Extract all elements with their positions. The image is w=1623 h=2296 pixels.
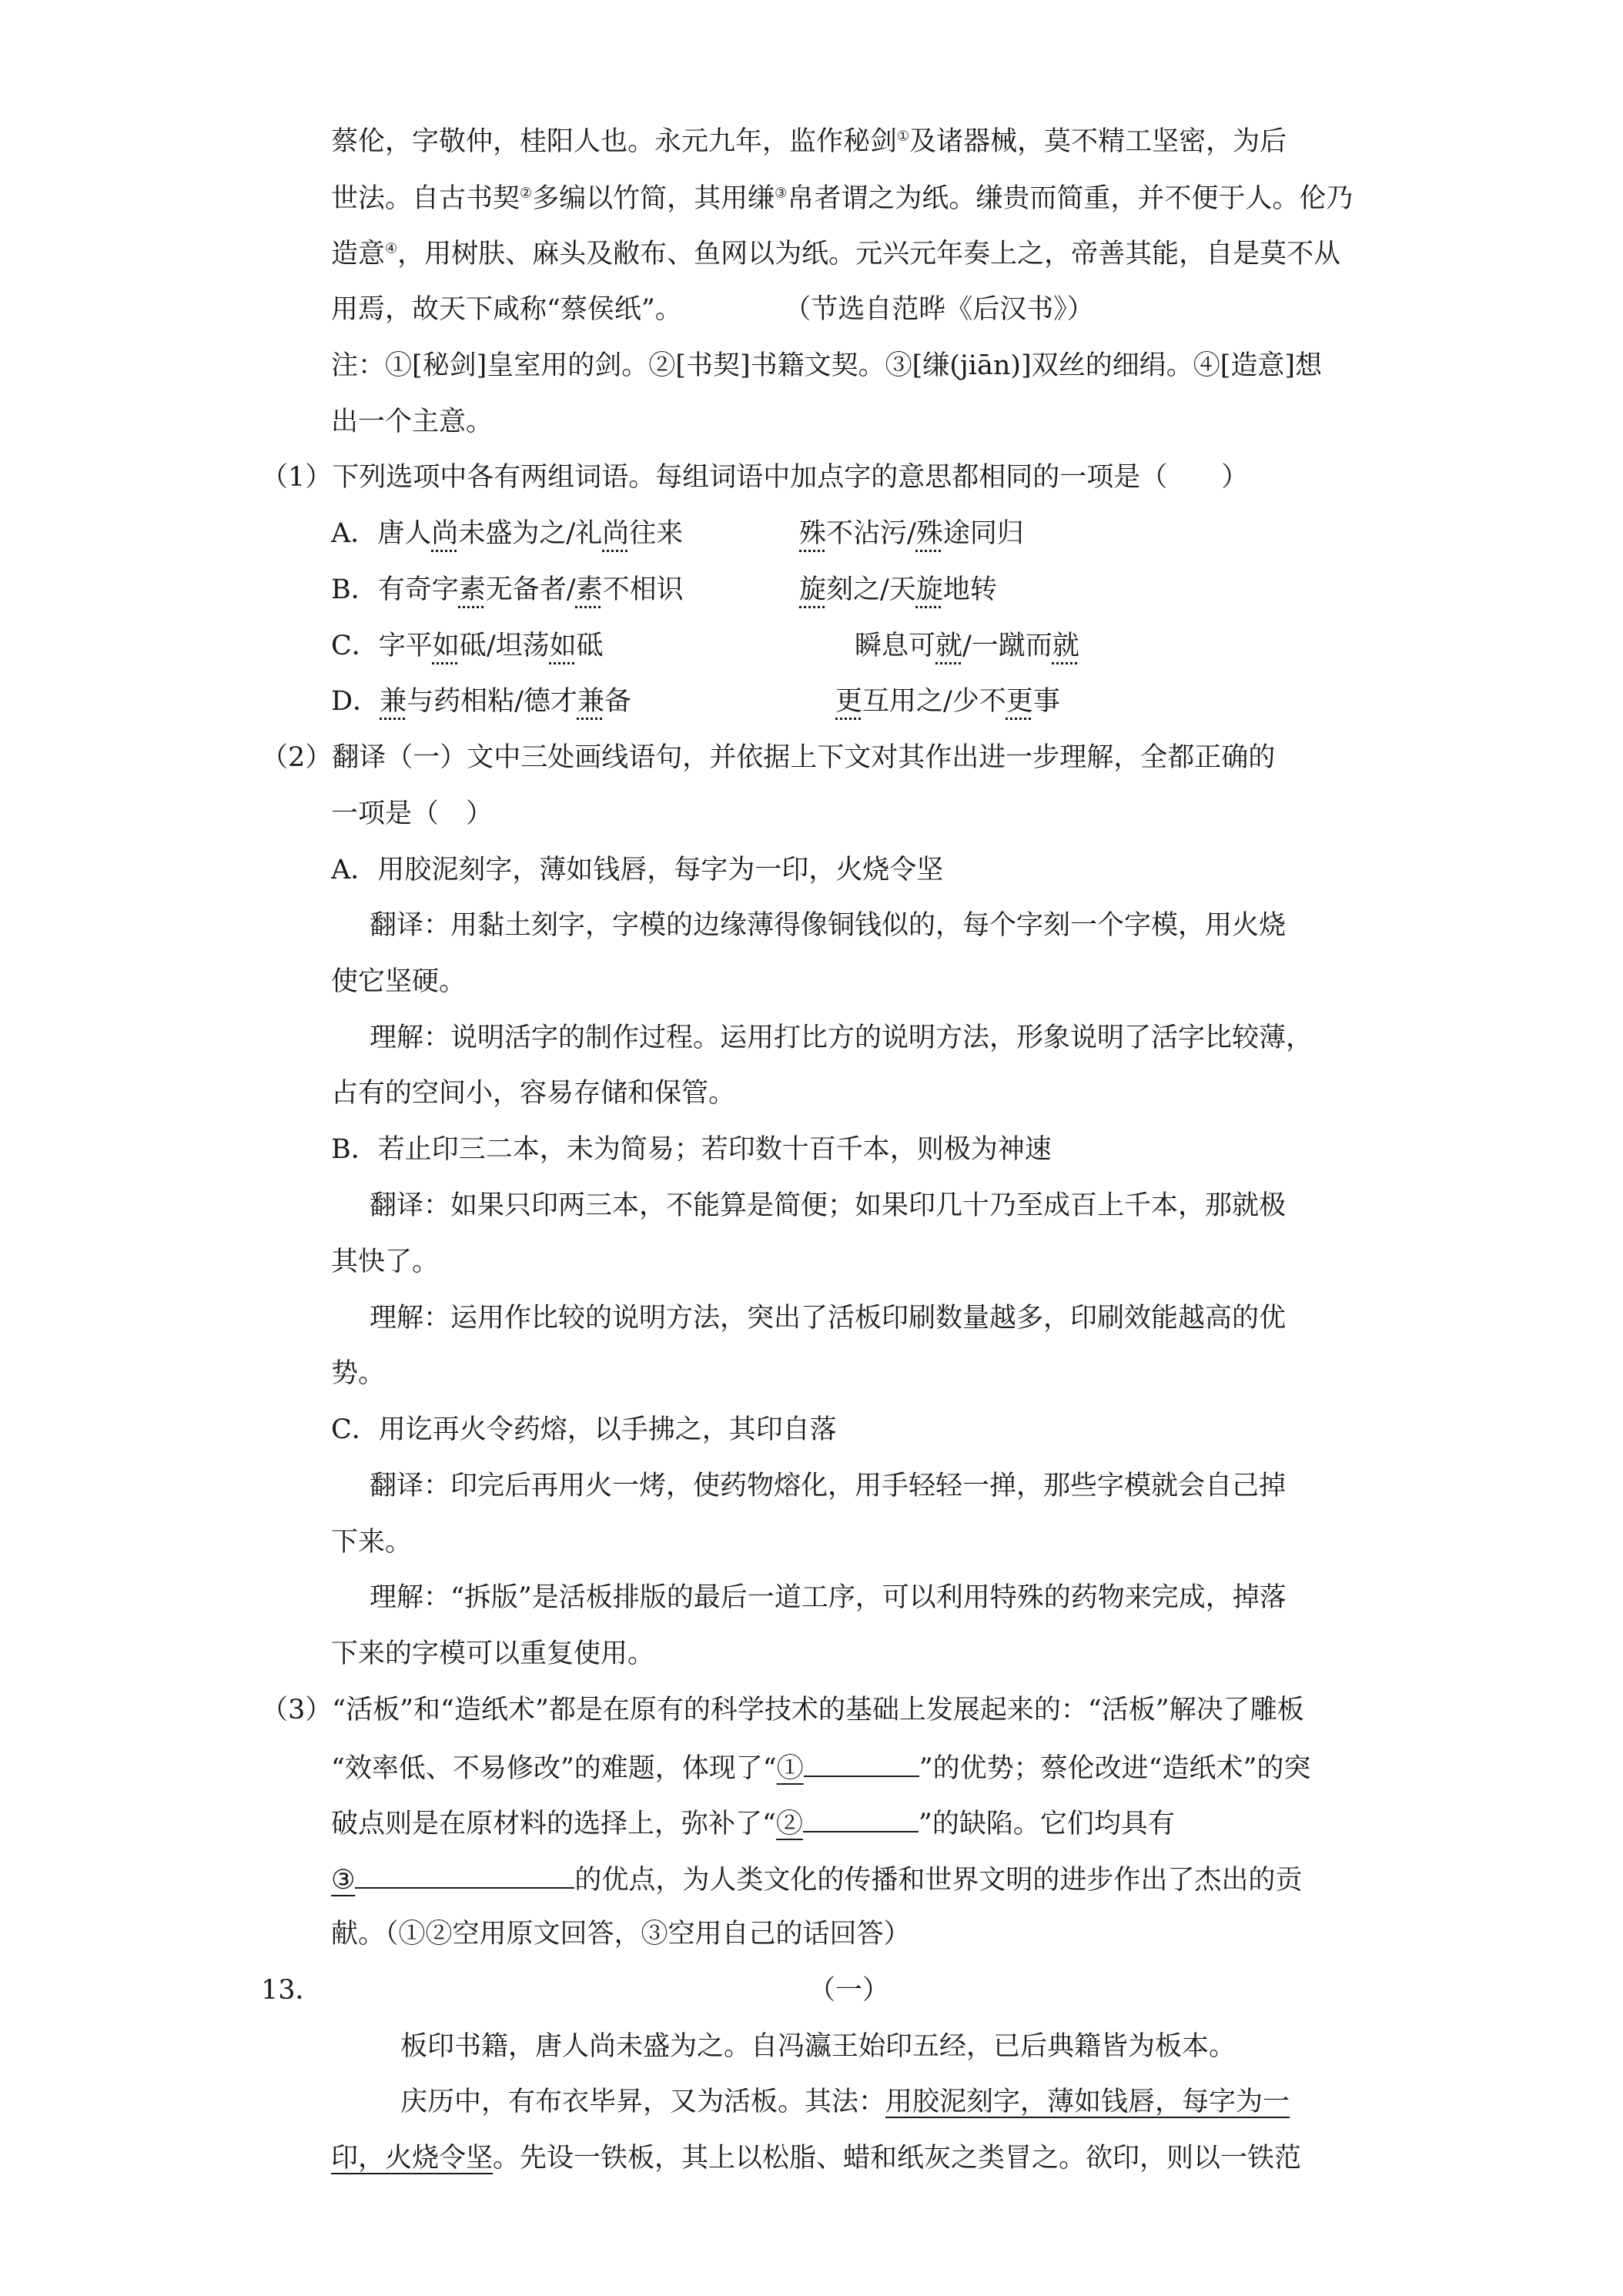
q2-option-a-translation-2: 使它坚硬。 — [331, 966, 467, 997]
blank-2[interactable] — [803, 1805, 919, 1832]
q1-option-a: A．唐人尚未盛为之/礼尚往来 — [331, 518, 684, 549]
q2-option-c-understanding-1: 理解：“拆版”是活板排版的最后一道工序，可以利用特殊的药物来完成，掉落 — [370, 1582, 1287, 1613]
q2-option-a-understanding-2: 占有的空间小，容易存储和保管。 — [331, 1078, 736, 1109]
q1-option-c: C．字平如砥/坦荡如砥 — [331, 631, 604, 661]
q1-option-a-pair-2: 殊不沾污/殊途同归 — [799, 518, 1024, 549]
q2-option-a-translation-1: 翻译：用黏土刻字，字模的边缘薄得像铜钱似的，每个字刻一个字模，用火烧 — [370, 910, 1287, 941]
q2-option-c-understanding-2: 下来的字模可以重复使用。 — [331, 1638, 655, 1669]
notes-line-1: 注：①[秘剑]皇室用的剑。②[书契]书籍文契。③[缣(jiān)]双丝的细绢。④[造意]想 — [331, 350, 1323, 381]
q2-option-a-head: A．用胶泥刻字，薄如钱唇，每字为一印，火烧令坚 — [331, 855, 944, 885]
blank-1[interactable] — [804, 1749, 919, 1777]
q2-stem-line-2: 一项是（ ） — [331, 798, 494, 829]
q1-option-d-pair-2: 更互用之/少不更事 — [835, 686, 1060, 717]
underlined-sentence: 用胶泥刻字，薄如钱唇，每字为一 — [885, 2087, 1290, 2117]
q2-option-b-understanding-2: 势。 — [331, 1358, 386, 1389]
q1-stem: （1）下列选项中各有两组词语。每组词语中加点字的意思都相同的一项是（ ） — [261, 462, 1249, 493]
passage-line-3: 造意④，用树肤、麻头及敝布、鱼网以为纸。元兴元年奏上之，帝善其能，自是莫不从 — [331, 239, 1341, 269]
q2-option-b-head: B．若止印三二本，未为简易；若印数十百千本，则极为神速 — [331, 1134, 1052, 1165]
q3-line-3: 破点则是在原材料的选择上，弥补了“② ”的缺陷。它们均具有 — [331, 1805, 1175, 1841]
q2-option-b-translation-1: 翻译：如果只印两三本，不能算是简便；如果印几十乃至成百上千本，那就极 — [370, 1190, 1287, 1221]
q3-line-2: “效率低、不易修改”的难题，体现了“① ”的优势；蔡伦改进“造纸术”的突 — [331, 1749, 1310, 1786]
q13-paragraph-1: 板印书籍，唐人尚未盛为之。自冯瀛王始印五经，已后典籍皆为板本。 — [400, 2031, 1236, 2062]
q2-option-c-translation-1: 翻译：印完后再用火一烤，使药物熔化，用手轻轻一掸，那些字模就会自己掉 — [370, 1471, 1287, 1501]
passage-line-2: 世法。自古书契②多编以竹简，其用缣③帛者谓之为纸。缣贵而简重，并不便于人。伦乃 — [331, 183, 1354, 214]
q13-paragraph-2-line-1: 庆历中，有布衣毕昇，又为活板。其法：用胶泥刻字，薄如钱唇，每字为一 — [400, 2087, 1290, 2117]
passage-line-1: 蔡伦，字敬仲，桂阳人也。永元九年，监作秘剑①及诸器械，莫不精工坚密，为后 — [331, 126, 1287, 157]
q1-option-b: B．有奇字素无备者/素不相识 — [331, 574, 684, 605]
q3-line-5: 献。（①②空用原文回答，③空用自己的话回答） — [331, 1919, 911, 1950]
underlined-sentence-end: 印，火烧令坚 — [331, 2143, 494, 2174]
q1-option-c-pair-2: 瞬息可就/一蹴而就 — [855, 631, 1079, 661]
q2-option-b-understanding-1: 理解：运用作比较的说明方法，突出了活板印刷数量越多，印刷效能越高的优 — [370, 1303, 1287, 1334]
passage-line-4: 用焉，故天下咸称“蔡侯纸”。 （节选自范晔《后汉书》） — [331, 294, 1094, 325]
q13-paragraph-2-line-2: 印，火烧令坚。先设一铁板，其上以松脂、蜡和纸灰之类冒之。欲印，则以一铁范 — [331, 2143, 1302, 2174]
blank-3-marker: ③ — [331, 1865, 356, 1896]
q2-option-b-translation-2: 其快了。 — [331, 1247, 440, 1277]
q1-option-d: D．兼与药相粘/德才兼备 — [331, 686, 631, 717]
blank-3[interactable] — [355, 1861, 574, 1889]
q2-option-c-translation-2: 下来。 — [331, 1527, 413, 1558]
q2-stem-line-1: （2）翻译（一）文中三处画线语句，并依据上下文对其作出进一步理解，全都正确的 — [261, 742, 1276, 773]
q13-part-heading: （一） — [808, 1975, 890, 2006]
q2-option-a-understanding-1: 理解：说明活字的制作过程。运用打比方的说明方法，形象说明了活字比较薄， — [370, 1022, 1313, 1053]
q3-line-1: （3）“活板”和“造纸术”都是在原有的科学技术的基础上发展起来的：“活板”解决了雕板 — [261, 1695, 1304, 1725]
notes-line-2: 出一个主意。 — [331, 407, 494, 437]
q3-line-4: ③ 的优点，为人类文化的传播和世界文明的进步作出了杰出的贡 — [331, 1861, 1302, 1897]
passage-source: （节选自范晔《后汉书》） — [797, 294, 1094, 325]
blank-2-marker: ② — [775, 1809, 803, 1839]
q1-option-b-pair-2: 旋刻之/天旋地转 — [799, 574, 997, 605]
q13-number: 13． — [261, 1975, 323, 2006]
blank-1-marker: ① — [776, 1753, 804, 1784]
q2-option-c-head: C．用讫再火令药熔，以手拂之，其印自落 — [331, 1414, 837, 1445]
